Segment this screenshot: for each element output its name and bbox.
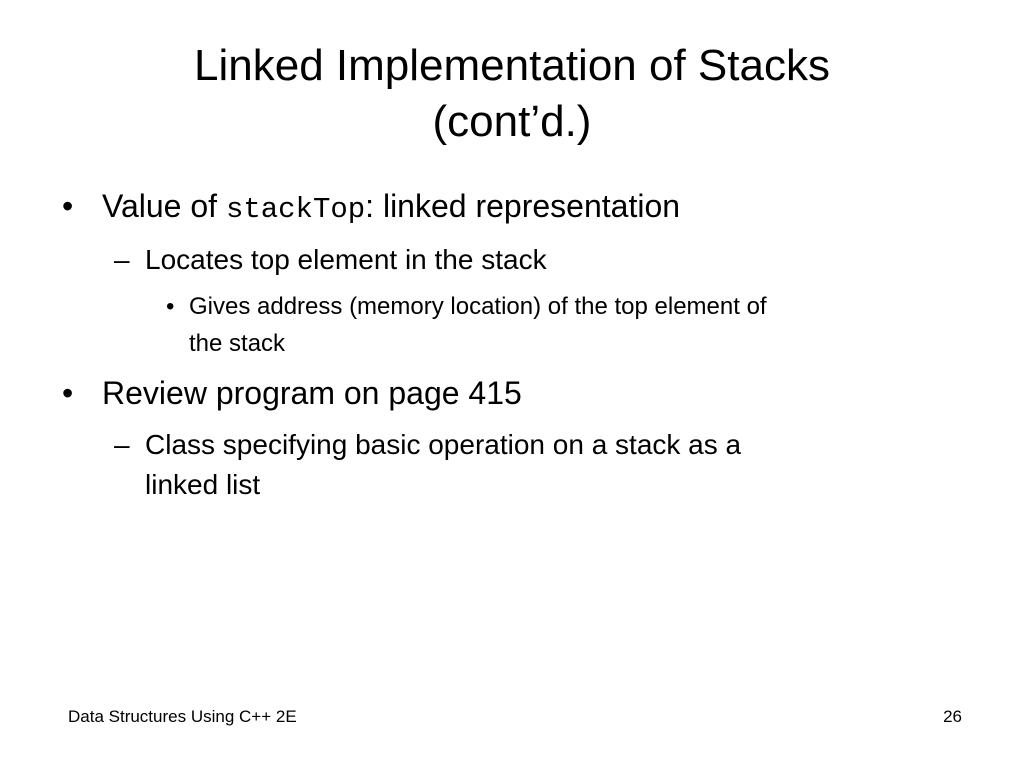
code-stacktop: stackTop (225, 193, 366, 226)
slide-page-number: 26 (943, 707, 962, 726)
sub-sub-bullet-marker: • (166, 293, 175, 320)
bullet-text-suffix: : linked representation (365, 188, 681, 224)
slide-title-line-2: (cont’d.) (432, 97, 592, 146)
bullet-marker: • (62, 188, 74, 224)
sub-sub-bullet-gives-address-line-1: Gives address (memory location) of the top element of (189, 293, 767, 320)
sub-bullet-class-specifying-line-2: linked list (145, 469, 261, 500)
sub-bullet-marker: – (114, 429, 130, 460)
bullet-review-program: Review program on page 415 (102, 375, 522, 411)
bullet-text-prefix: Value of (102, 188, 226, 224)
slide-title-line-1: Linked Implementation of Stacks (194, 41, 830, 90)
bullet-value-of-stacktop (102, 187, 680, 229)
slide-title (60, 38, 964, 150)
sub-bullet-class-specifying-line-1: Class specifying basic operation on a stack as a (145, 429, 742, 460)
bullet-marker: • (62, 375, 74, 411)
sub-bullet-marker: – (114, 244, 130, 275)
sub-bullet-locates-top: Locates top element in the stack (145, 244, 547, 275)
footer-book-title: Data Structures Using C++ 2E (68, 707, 297, 726)
sub-sub-bullet-gives-address-line-2: the stack (189, 330, 286, 357)
